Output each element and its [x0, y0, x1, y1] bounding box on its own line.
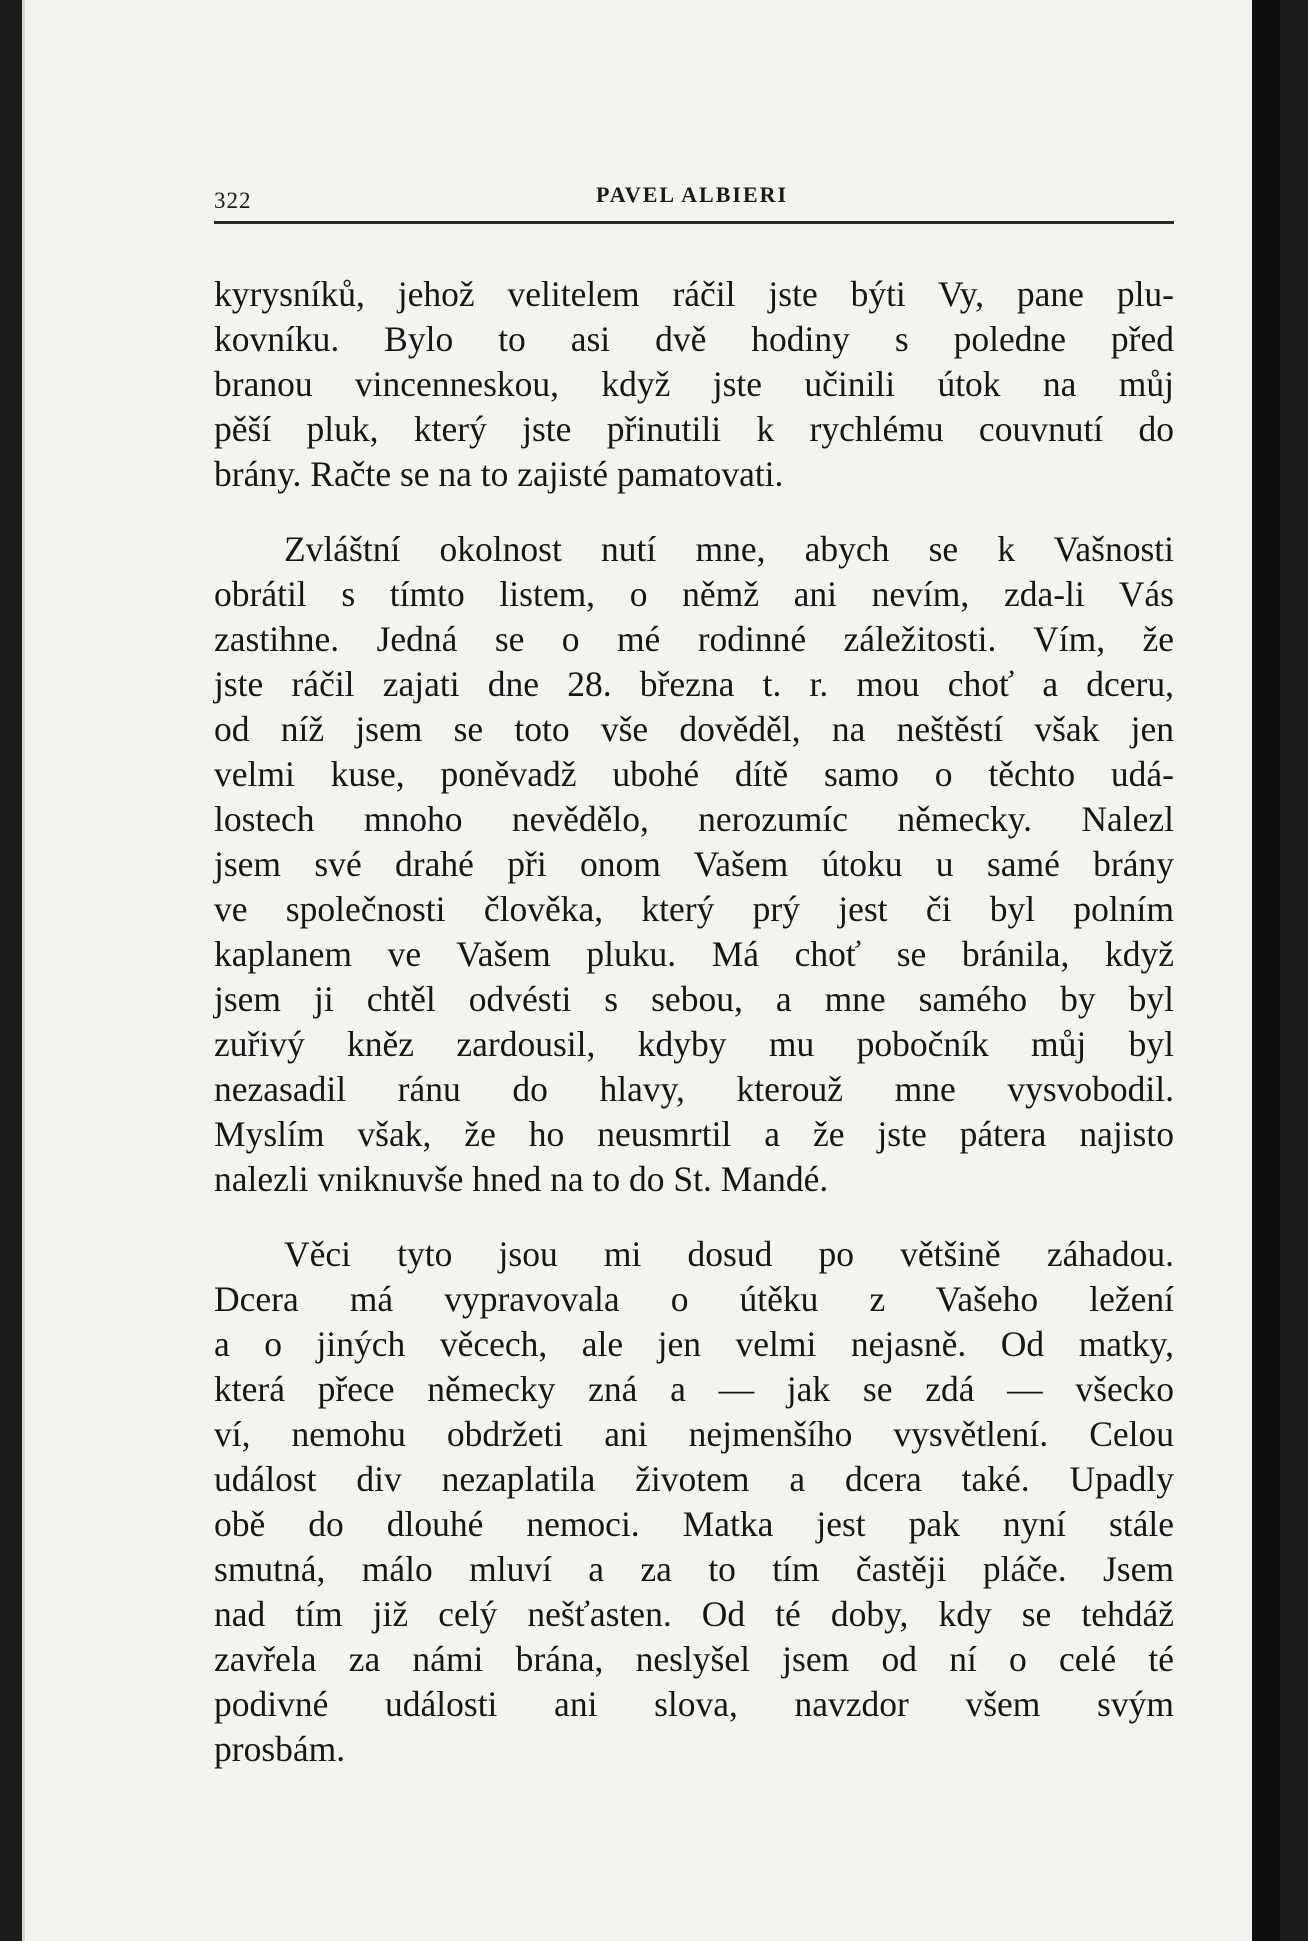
- text-line: obě do dlouhé nemoci. Matka jest pak nyní stále: [214, 1504, 1174, 1544]
- paragraph: [214, 272, 1174, 497]
- text-line: brány. Račte se na to zajisté pamatovati.: [214, 454, 784, 494]
- text-line: Zvláštní okolnost nutí mne, abych se k Vašnosti: [284, 529, 1174, 569]
- text-line: lostech mnoho nevědělo, nerozumíc německy. Nalezl: [214, 799, 1174, 839]
- paragraph-gap: [214, 1202, 1174, 1232]
- text-line: nezasadil ránu do hlavy, kterouž mne vysvobodil.: [214, 1069, 1174, 1109]
- text-line: Dcera má vypravovala o útěku z Vašeho ležení: [214, 1279, 1174, 1319]
- text-line: nad tím již celý nešťasten. Od té doby, kdy se tehdáž: [214, 1594, 1174, 1634]
- page-edge-shadow: [1252, 0, 1280, 1941]
- text-line: ve společnosti člověka, který prý jest či byl polním: [214, 889, 1174, 929]
- text-line: jsem své drahé při onom Vašem útoku u samé brány: [214, 844, 1174, 884]
- running-head: PAVEL ALBIERI: [596, 182, 789, 207]
- text-line: kaplanem ve Vašem pluku. Má choť se bránila, když: [214, 934, 1174, 974]
- text-line: ví, nemohu obdržeti ani nejmenšího vysvětlení. Celou: [214, 1414, 1174, 1454]
- text-line: jsem ji chtěl odvésti s sebou, a mne samého by byl: [214, 979, 1174, 1019]
- text-line: smutná, málo mluví a za to tím častěji pláče. Jsem: [214, 1549, 1174, 1589]
- text-line: kyrysníků, jehož velitelem ráčil jste býti Vy, pane plu-: [214, 274, 1174, 314]
- page-number: 322: [214, 188, 252, 213]
- text-line: kovníku. Bylo to asi dvě hodiny s poledne před: [214, 319, 1174, 359]
- text-line: která přece německy zná a — jak se zdá — všecko: [214, 1369, 1174, 1409]
- page-header: [214, 178, 1170, 218]
- text-line: zuřivý kněz zardousil, kdyby mu pobočník můj byl: [214, 1024, 1174, 1064]
- paragraph-gap: [214, 497, 1174, 527]
- text-line: zavřela za námi brána, neslyšel jsem od ní o celé té: [214, 1639, 1174, 1679]
- body-text: [214, 272, 1174, 1772]
- text-line: událost div nezaplatila životem a dcera také. Upadly: [214, 1459, 1174, 1499]
- paragraph: [214, 527, 1174, 1202]
- text-line: obrátil s tímto listem, o němž ani nevím, zda-li Vás: [214, 574, 1174, 614]
- text-line: od níž jsem se toto vše dověděl, na neštěstí však jen: [214, 709, 1174, 749]
- text-line: podivné události ani slova, navzdor všem svým: [214, 1684, 1174, 1724]
- text-line: branou vincenneskou, když jste učinili útok na můj: [214, 364, 1174, 404]
- text-line: Věci tyto jsou mi dosud po většině záhadou.: [284, 1234, 1174, 1274]
- text-line: zastihne. Jedná se o mé rodinné záležitosti. Vím, že: [214, 619, 1174, 659]
- text-line: nalezli vniknuvše hned na to do St. Mandé.: [214, 1159, 829, 1199]
- text-line: pěší pluk, který jste přinutili k rychlému couvnutí do: [214, 409, 1174, 449]
- text-line: jste ráčil zajati dne 28. března t. r. mou choť a dceru,: [214, 664, 1174, 704]
- text-line: velmi kuse, poněvadž ubohé dítě samo o těchto udá-: [214, 754, 1174, 794]
- text-line: a o jiných věcech, ale jen velmi nejasně. Od matky,: [214, 1324, 1174, 1364]
- paragraph: [214, 1232, 1174, 1772]
- text-line: Myslím však, že ho neusmrtil a že jste pátera najisto: [214, 1114, 1174, 1154]
- header-rule: [214, 221, 1174, 224]
- text-line: prosbám.: [214, 1729, 346, 1769]
